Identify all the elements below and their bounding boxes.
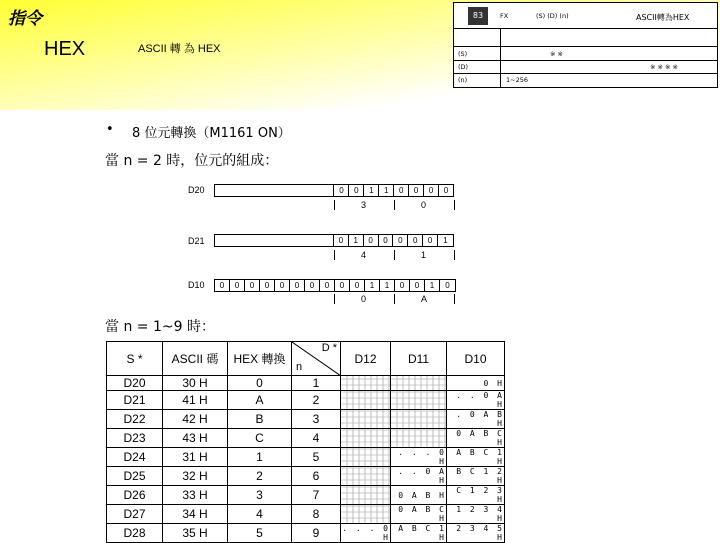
- table-row: D27 34 H 4 8 0 A B C H 1 2 3 4 H: [107, 505, 505, 524]
- register-group: 4: [361, 250, 367, 260]
- instruction-spec-box: [453, 2, 718, 88]
- instruction-fx: FX: [500, 12, 509, 20]
- header-s: S *: [107, 342, 163, 376]
- table-row: D22 42 H B 3 . 0 A B H: [107, 410, 505, 429]
- case-n19-heading: 當 n = 1~9 時：: [105, 319, 215, 335]
- register-label: D21: [188, 236, 205, 246]
- table-row: D25 32 H 2 6 . . 0 A H B C 1 2 H: [107, 467, 505, 486]
- table-row: D21 41 H A 2 . . 0 A H: [107, 391, 505, 410]
- operand-row-n: (n) 1~256: [458, 76, 528, 84]
- conversion-table: [106, 341, 505, 543]
- header-d11: D11: [391, 342, 447, 376]
- instruction-heading: 指令: [8, 9, 42, 29]
- register-group: 1: [421, 250, 427, 260]
- operand-row-d: (D) ※ ※ ※ ※: [454, 61, 717, 74]
- header-d10: D10: [447, 342, 505, 376]
- bullet-marker: •: [106, 122, 114, 137]
- instruction-name: HEX: [44, 38, 86, 60]
- register-group: 3: [361, 200, 367, 210]
- table-row: D24 31 H 1 5 . . . 0 H A B C 1 H: [107, 448, 505, 467]
- operand-row-s: (S) ※ ※: [454, 48, 717, 61]
- header-ascii: ASCII 碼: [163, 342, 228, 376]
- case-n2-heading: 當 n = 2 時，位元的組成：: [105, 153, 279, 169]
- register-label: D10: [188, 280, 205, 290]
- register-label: D20: [188, 185, 205, 195]
- instruction-desc: ASCII轉為HEX: [636, 13, 690, 22]
- register-group: 0: [361, 294, 367, 304]
- instruction-spec-header: [454, 3, 717, 29]
- instruction-args: (S) (D) (n): [536, 12, 569, 20]
- header-hex: HEX 轉換: [228, 342, 292, 376]
- table-row: D23 43 H C 4 0 A B C H: [107, 429, 505, 448]
- register-group: 0: [421, 200, 427, 210]
- header-d12: D12: [341, 342, 391, 376]
- table-row: D26 33 H 3 7 0 A B H C 1 2 3 H: [107, 486, 505, 505]
- instruction-subtitle: ASCII 轉 為 HEX: [138, 43, 221, 55]
- register-d10-bits: 0 0 0 0 0 0 0 0 0 0 1 1 0 0 1 0: [214, 279, 456, 292]
- register-d20-bits: 0 0 1 1 0 0 0 0: [214, 184, 454, 197]
- table-row: D20 30 H 0 1 0 H: [107, 376, 505, 391]
- instruction-number: 83: [468, 7, 488, 25]
- register-group: A: [421, 294, 428, 304]
- register-d21-bits: 0 1 0 0 0 0 0 1: [214, 234, 454, 247]
- header-n-d: D * n: [292, 342, 341, 376]
- table-row: D28 35 H 5 9 . . . 0 H A B C 1 H 2 3 4 5 H: [107, 524, 505, 543]
- bullet-text: 8 位元轉換（M1161 ON）: [132, 126, 291, 141]
- operand-header-row: [454, 29, 717, 47]
